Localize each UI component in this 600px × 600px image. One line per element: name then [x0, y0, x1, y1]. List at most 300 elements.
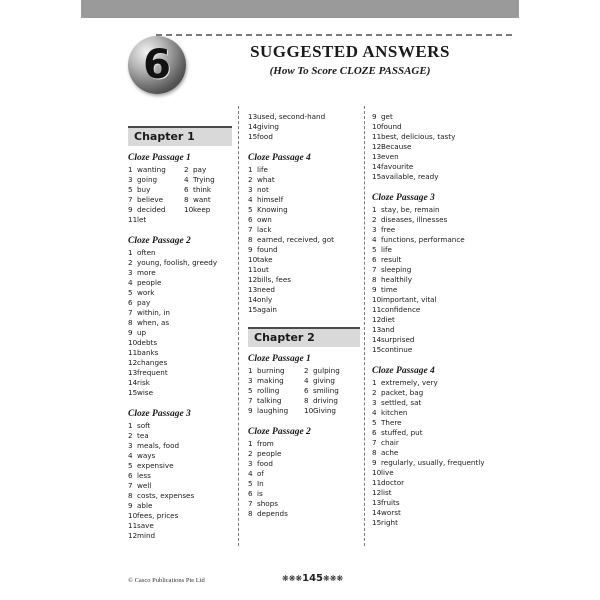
answer-text: settled, sat: [381, 398, 422, 407]
answer-text: important, vital: [381, 295, 437, 304]
answer-number: 4: [372, 235, 377, 244]
answer-number: 11: [248, 265, 258, 274]
answer-text: rolling: [257, 386, 280, 395]
answer-text: confidence: [381, 305, 421, 314]
answer-item: [128, 175, 184, 185]
answer-text: fees, prices: [137, 511, 179, 520]
answer-item: [372, 325, 490, 335]
answer-number: 3: [128, 441, 133, 450]
answer-item: [372, 518, 490, 528]
answer-text: doctor: [381, 478, 405, 487]
answer-item: [372, 142, 490, 152]
answer-item: [128, 441, 232, 451]
answer-number: 8: [248, 509, 253, 518]
answer-item: [372, 255, 490, 265]
answer-text: regularly, usually, frequently: [381, 458, 485, 467]
answer-item: [248, 305, 360, 315]
answer-number: 6: [304, 386, 309, 395]
column-1: [128, 112, 232, 541]
answer-item: [372, 398, 490, 408]
answer-number: 4: [184, 175, 189, 184]
answer-item: [128, 421, 232, 431]
answer-number: 11: [372, 478, 382, 487]
page-number-value: 145: [302, 573, 323, 584]
publisher-credit: © Casco Publications Pte Ltd: [128, 577, 205, 584]
answer-number: 2: [184, 165, 189, 174]
answer-item: [372, 488, 490, 498]
answer-text: food: [257, 459, 273, 468]
answer-number: 14: [248, 295, 258, 304]
answer-number: 4: [248, 469, 253, 478]
answer-text: from: [257, 439, 274, 448]
answer-item: [304, 396, 354, 406]
answer-text: want: [193, 195, 211, 204]
answer-text: pay: [137, 298, 151, 307]
passage-heading: Cloze Passage 3: [372, 193, 435, 203]
answer-text: laughing: [257, 406, 289, 415]
answer-text: kitchen: [381, 408, 408, 417]
answer-text: worst: [381, 508, 401, 517]
answer-number: 13: [372, 325, 382, 334]
answer-number: 5: [128, 185, 133, 194]
answer-number: 10: [372, 122, 382, 131]
answer-number: 5: [372, 418, 377, 427]
answer-item: [128, 215, 184, 225]
answer-item: [372, 345, 490, 355]
answer-number: 5: [128, 288, 133, 297]
answer-number: 9: [372, 285, 377, 294]
answer-text: less: [137, 471, 151, 480]
answer-item: [128, 248, 232, 258]
answer-number: 7: [248, 225, 253, 234]
answer-item: [248, 165, 360, 175]
answer-item: [248, 112, 360, 122]
answer-number: 4: [128, 278, 133, 287]
answer-item: [372, 162, 490, 172]
answer-text: surprised: [381, 335, 415, 344]
answer-item: [372, 205, 490, 215]
answer-text: free: [381, 225, 396, 234]
answer-item: [128, 258, 232, 268]
answer-text: Trying: [193, 175, 215, 184]
answer-text: In: [257, 479, 264, 488]
answer-number: 10: [128, 511, 138, 520]
answer-item: [248, 489, 360, 499]
answer-item: [372, 215, 490, 225]
answer-item: [372, 295, 490, 305]
answer-text: debts: [137, 338, 158, 347]
answer-item: [372, 305, 490, 315]
passage-heading: Cloze Passage 2: [128, 236, 191, 246]
answer-number: 1: [372, 205, 377, 214]
answer-text: available, ready: [381, 172, 439, 181]
answer-item: [372, 275, 490, 285]
answer-number: 9: [372, 112, 377, 121]
answer-number: 14: [128, 378, 138, 387]
answer-number: 9: [128, 328, 133, 337]
answer-item: [372, 335, 490, 345]
answer-number: 9: [372, 458, 377, 467]
answer-text: sleeping: [381, 265, 412, 274]
answer-number: 15: [248, 305, 258, 314]
answer-number: 1: [248, 165, 253, 174]
answer-number: 15: [372, 345, 382, 354]
answer-text: life: [257, 165, 268, 174]
chapter-heading: Chapter 2: [248, 327, 360, 347]
answer-item: [128, 185, 184, 195]
answer-text: earned, received, got: [257, 235, 334, 244]
answer-item: [372, 112, 490, 122]
answer-text: stuffed, put: [381, 428, 423, 437]
answer-list: [372, 378, 490, 528]
answer-item: [248, 215, 360, 225]
answer-text: keep: [193, 205, 211, 214]
answer-item: [128, 531, 232, 541]
answer-text: depends: [257, 509, 288, 518]
answer-number: 7: [372, 265, 377, 274]
answer-text: food: [257, 132, 273, 141]
answer-item: [184, 205, 234, 215]
answer-text: favourite: [381, 162, 414, 171]
answer-item: [128, 481, 232, 491]
answer-item: [372, 448, 490, 458]
answer-text: going: [137, 175, 158, 184]
answer-item: [372, 418, 490, 428]
answer-number: 3: [248, 185, 253, 194]
column-2: [248, 112, 360, 519]
answer-text: giving: [257, 122, 279, 131]
answer-text: believe: [137, 195, 164, 204]
answer-text: There: [381, 418, 402, 427]
answer-number: 5: [372, 245, 377, 254]
answer-text: giving: [313, 376, 335, 385]
answer-list: [248, 366, 360, 416]
badge-number: 6: [143, 42, 171, 88]
answer-text: diet: [381, 315, 395, 324]
answer-text: not: [257, 185, 269, 194]
answer-text: what: [257, 175, 275, 184]
answer-text: result: [381, 255, 402, 264]
page-subtitle: (How To Score CLOZE PASSAGE): [269, 65, 431, 77]
answer-number: 2: [304, 366, 309, 375]
answer-item: [128, 298, 232, 308]
answer-number: 11: [128, 215, 138, 224]
chapter-badge: [128, 36, 186, 94]
answer-list: [128, 421, 232, 541]
answer-number: 12: [248, 275, 258, 284]
answer-item: [372, 285, 490, 295]
answer-number: 12: [372, 488, 382, 497]
answer-text: up: [137, 328, 147, 337]
answer-item: [128, 501, 232, 511]
answer-text: when, as: [137, 318, 170, 327]
answer-text: ache: [381, 448, 399, 457]
answer-number: 8: [128, 318, 133, 327]
answer-number: 11: [372, 305, 382, 314]
answer-number: 10: [304, 406, 314, 415]
answer-number: 13: [248, 285, 258, 294]
passage-heading: Cloze Passage 2: [248, 427, 311, 437]
answer-number: 5: [248, 386, 253, 395]
answer-number: 6: [128, 298, 133, 307]
answer-item: [372, 458, 490, 468]
answer-item: [248, 295, 360, 305]
answer-number: 3: [128, 175, 133, 184]
answer-number: 3: [372, 225, 377, 234]
answer-item: [128, 278, 232, 288]
answer-text: costs, expenses: [137, 491, 195, 500]
answer-list: [372, 205, 490, 355]
answer-item: [184, 185, 234, 195]
answer-item: [248, 255, 360, 265]
answer-number: 8: [184, 195, 189, 204]
answer-number: 9: [128, 501, 133, 510]
answer-number: 15: [248, 132, 258, 141]
answer-text: Giving: [313, 406, 336, 415]
answer-text: continue: [381, 345, 413, 354]
answer-item: [372, 172, 490, 182]
answer-text: chair: [381, 438, 399, 447]
answer-text: buy: [137, 185, 151, 194]
answer-item: [248, 469, 360, 479]
answer-number: 7: [128, 481, 133, 490]
answer-number: 10: [128, 338, 138, 347]
answer-item: [128, 521, 232, 531]
answer-number: 1: [248, 366, 253, 375]
answer-text: smiling: [313, 386, 339, 395]
answer-text: even: [381, 152, 399, 161]
answer-item: [304, 406, 354, 416]
column-divider: [238, 106, 239, 546]
page-ornament: ❋❋❋: [282, 574, 303, 583]
answer-item: [128, 451, 232, 461]
answer-item: [128, 268, 232, 278]
answer-text: save: [137, 521, 154, 530]
answer-item: [372, 478, 490, 488]
answer-item: [248, 509, 360, 519]
answer-number: 1: [128, 421, 133, 430]
answer-list: [128, 165, 232, 225]
answer-text: soft: [137, 421, 151, 430]
answer-number: 3: [128, 268, 133, 277]
answer-number: 15: [372, 518, 382, 527]
answer-text: mind: [137, 531, 156, 540]
answer-text: Because: [381, 142, 412, 151]
answer-number: 7: [248, 396, 253, 405]
answer-text: found: [381, 122, 402, 131]
answer-text: able: [137, 501, 153, 510]
answer-number: 13: [128, 368, 138, 377]
answer-item: [128, 348, 232, 358]
answer-item: [248, 479, 360, 489]
answer-item: [248, 185, 360, 195]
answer-number: 6: [372, 428, 377, 437]
answer-item: [372, 235, 490, 245]
answer-text: packet, bag: [381, 388, 424, 397]
answer-number: 13: [248, 112, 258, 121]
answer-number: 7: [248, 499, 253, 508]
answer-text: wanting: [137, 165, 166, 174]
answer-number: 14: [248, 122, 258, 131]
answer-text: more: [137, 268, 156, 277]
answer-text: burning: [257, 366, 285, 375]
answer-item: [304, 366, 354, 376]
answer-item: [184, 165, 234, 175]
passage-heading: Cloze Passage 1: [248, 354, 311, 364]
answer-number: 11: [128, 348, 138, 357]
answer-text: expensive: [137, 461, 174, 470]
answer-text: people: [137, 278, 162, 287]
answer-item: [248, 285, 360, 295]
answer-text: list: [381, 488, 392, 497]
answer-item: [248, 439, 360, 449]
answer-text: of: [257, 469, 264, 478]
answer-number: 10: [184, 205, 194, 214]
answer-number: 8: [304, 396, 309, 405]
answer-item: [128, 288, 232, 298]
answer-number: 4: [372, 408, 377, 417]
answer-text: young, foolish, greedy: [137, 258, 218, 267]
answer-item: [248, 245, 360, 255]
answer-text: get: [381, 112, 393, 121]
answer-text: time: [381, 285, 398, 294]
answer-item: [128, 491, 232, 501]
answer-text: used, second-hand: [257, 112, 326, 121]
answer-text: within, in: [137, 308, 170, 317]
answer-number: 1: [248, 439, 253, 448]
answer-item: [128, 461, 232, 471]
answer-item: [128, 338, 232, 348]
answer-text: wise: [137, 388, 154, 397]
answer-number: 8: [372, 448, 377, 457]
answer-number: 10: [372, 295, 382, 304]
answer-text: let: [137, 215, 147, 224]
answer-item: [248, 205, 360, 215]
answer-text: talking: [257, 396, 282, 405]
answer-item: [184, 195, 234, 205]
answer-item: [372, 388, 490, 398]
answer-number: 1: [128, 165, 133, 174]
answer-number: 9: [128, 205, 133, 214]
answer-number: 7: [128, 308, 133, 317]
answer-text: live: [381, 468, 394, 477]
answer-item: [248, 265, 360, 275]
answer-text: functions, performance: [381, 235, 465, 244]
answer-number: 3: [248, 376, 253, 385]
answer-item: [372, 122, 490, 132]
answer-number: 6: [184, 185, 189, 194]
answer-number: 4: [128, 451, 133, 460]
answer-text: take: [257, 255, 273, 264]
answer-item: [372, 265, 490, 275]
passage-heading: Cloze Passage 4: [248, 153, 311, 163]
answer-number: 2: [372, 388, 377, 397]
answer-number: 14: [372, 162, 382, 171]
answer-item: [248, 366, 304, 376]
answer-item: [372, 132, 490, 142]
answer-text: shops: [257, 499, 279, 508]
answer-number: 5: [248, 479, 253, 488]
answer-text: healthily: [381, 275, 412, 284]
answer-item: [372, 225, 490, 235]
answer-number: 12: [372, 315, 382, 324]
answer-text: and: [381, 325, 395, 334]
answer-item: [372, 468, 490, 478]
answer-number: 4: [304, 376, 309, 385]
answer-number: 1: [372, 378, 377, 387]
answer-item: [128, 431, 232, 441]
answer-item: [372, 428, 490, 438]
answer-item: [372, 498, 490, 508]
answer-number: 7: [128, 195, 133, 204]
answer-item: [372, 245, 490, 255]
answer-number: 8: [128, 491, 133, 500]
answer-text: driving: [313, 396, 338, 405]
answer-item: [248, 132, 360, 142]
answer-text: meals, food: [137, 441, 180, 450]
answer-number: 10: [372, 468, 382, 477]
answer-text: lack: [257, 225, 272, 234]
answer-item: [304, 386, 354, 396]
answer-text: risk: [137, 378, 150, 387]
answer-text: life: [381, 245, 392, 254]
answer-list: [372, 112, 490, 182]
answer-number: 6: [128, 471, 133, 480]
answer-number: 12: [128, 358, 138, 367]
answer-text: only: [257, 295, 273, 304]
answer-text: is: [257, 489, 263, 498]
answer-text: decided: [137, 205, 166, 214]
answer-text: think: [193, 185, 212, 194]
answer-item: [128, 205, 184, 215]
answer-item: [128, 511, 232, 521]
passage-heading: Cloze Passage 4: [372, 366, 435, 376]
answer-item: [184, 175, 234, 185]
header-rule: [156, 34, 512, 36]
answer-number: 3: [372, 398, 377, 407]
answer-item: [372, 508, 490, 518]
answer-number: 2: [372, 215, 377, 224]
answer-item: [248, 235, 360, 245]
column-divider: [364, 106, 365, 546]
answer-number: 6: [248, 215, 253, 224]
page-header: [128, 34, 512, 104]
answer-text: ways: [137, 451, 156, 460]
answer-item: [128, 388, 232, 398]
passage-heading: Cloze Passage 1: [128, 153, 191, 163]
answer-item: [128, 318, 232, 328]
answer-number: 5: [248, 205, 253, 214]
answer-number: 2: [248, 449, 253, 458]
page-number: [282, 573, 343, 584]
answer-item: [372, 438, 490, 448]
answer-text: making: [257, 376, 284, 385]
answer-number: 9: [248, 406, 253, 415]
answer-number: 13: [372, 152, 382, 161]
answer-item: [248, 175, 360, 185]
answer-number: 15: [372, 172, 382, 181]
answer-item: [304, 376, 354, 386]
page-title: SUGGESTED ANSWERS: [250, 42, 450, 61]
page-ornament: ❋❋❋: [322, 574, 344, 583]
answer-text: stay, be, remain: [381, 205, 440, 214]
answer-text: need: [257, 285, 275, 294]
answer-item: [184, 215, 234, 225]
answer-number: 6: [248, 489, 253, 498]
answer-text: pay: [193, 165, 207, 174]
answer-item: [248, 275, 360, 285]
answer-item: [248, 386, 304, 396]
